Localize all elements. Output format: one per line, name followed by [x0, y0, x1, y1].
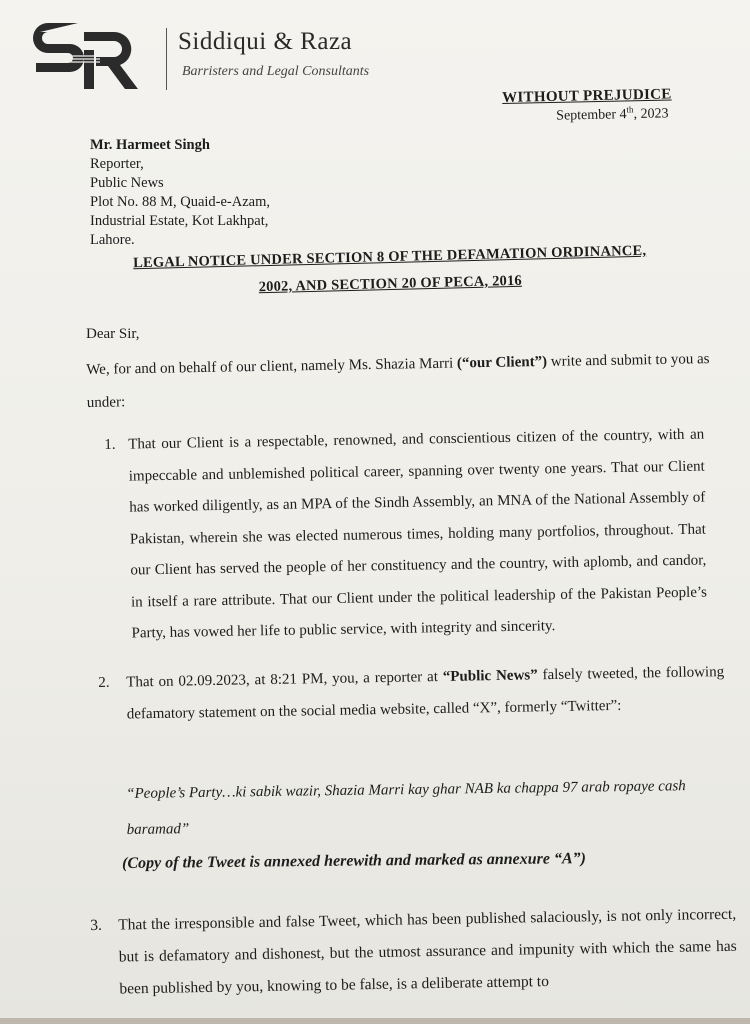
address-line: Reporter, — [90, 156, 144, 172]
address-line: Public News — [90, 175, 164, 191]
firm-tagline: Barristers and Legal Consultants — [182, 64, 370, 79]
subject-line: LEGAL NOTICE UNDER SECTION 8 OF THE DEFAMATION ORDINANCE, — [132, 242, 647, 272]
letterhead-divider — [166, 28, 167, 90]
letter-date: September 4th, 2023 — [556, 104, 669, 124]
subject-line: 2002, AND SECTION 20 OF PECA, 2016 — [258, 272, 523, 296]
recipient-address — [90, 136, 270, 250]
intro-paragraph: We, for and on behalf of our client, namely Ms. Shazia Marri (“our Client”) write and submit to you as under: — [86, 351, 710, 411]
address-line: Plot No. 88 M, Quaid-e-Azam, — [90, 194, 271, 210]
recipient-name: Mr. Harmeet Singh — [90, 137, 210, 153]
without-prejudice-marking: WITHOUT PREJUDICE — [502, 86, 672, 106]
address-line: Lahore. — [90, 232, 135, 248]
paragraph-number: 3. — [90, 916, 103, 934]
firm-name: Siddiqui & Raza — [178, 28, 353, 55]
quoted-tweet: “People’s Party…ki sabik wazir, Shazia Marri kay ghar NAB ka chappa 97 arab ropaye cash baramad” — [126, 778, 686, 838]
paragraph-number: 2. — [98, 674, 110, 691]
annexure-note: (Copy of the Tweet is annexed herewith and marked as annexure “A”) — [122, 850, 587, 872]
salutation: Dear Sir, — [86, 326, 140, 342]
paragraph-2 — [98, 657, 725, 731]
firm-monogram-logo — [30, 22, 142, 94]
paragraph-1 — [104, 420, 708, 651]
paragraph-text: That on 02.09.2023, at 8:21 PM, you, a reporter at “Public News” falsely tweeted, the following defamatory statement on the social media website, called “X”, formerly “Twitter”: — [126, 664, 725, 723]
paragraph-text: That our Client is a respectable, renowned, and conscientious citizen of the country, with an impeccable and unblemished political career, spanning over twenty one years. That our Client has worked diligently, as an MPA of the Sindh Assembly, an MNA of the National Assembly of Pakistan, wherein she was elected numerous times, holding many portfolios, throughout. That our Client has served the people of her constituency and the country, with aplomb, and candor, in itself a rare attribute. That our Client under the political leadership of the Pakistan People’s Party, has vowed her life to public service, with integrity and sincerity. — [128, 426, 708, 642]
paragraph-number: 1. — [104, 436, 116, 453]
address-line: Industrial Estate, Kot Lakhpat, — [90, 213, 269, 229]
paragraph-text: That the irresponsible and false Tweet, which has been published salaciously, is not only incorrect, but is defamatory and dishonest, but the utmost assurance and impunity with which the same has been published by you, knowing to be false, is a deliberate attempt to — [118, 905, 737, 998]
paragraph-3 — [90, 899, 738, 1006]
